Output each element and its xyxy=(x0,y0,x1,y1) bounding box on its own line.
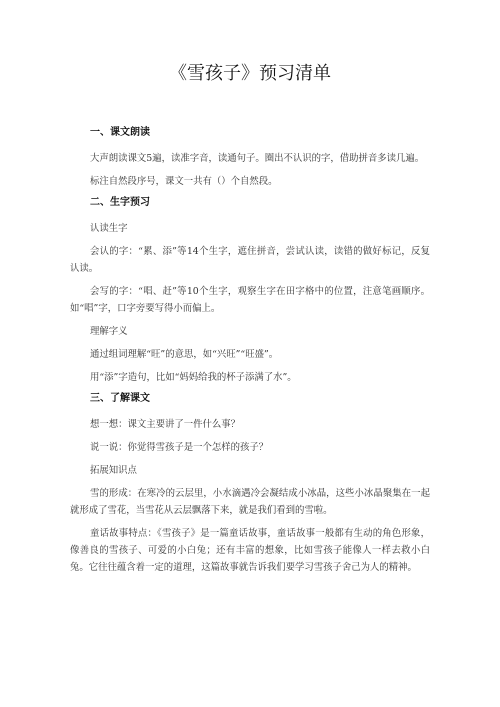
section-heading-characters: 二、生字预习 xyxy=(90,197,150,208)
section-characters xyxy=(70,196,430,386)
paragraph: 标注自然段序号，课文一共有（）个自然段。 xyxy=(90,176,278,187)
paragraph: 会认的字：“累、添”等14个生字，遮住拼音，尝试认读，读错的做好标记，反复认读。 xyxy=(70,246,430,274)
question-think: 想一想：课文主要讲了一件什么事？ xyxy=(90,419,241,430)
subheading-extension: 拓展知识点 xyxy=(90,465,137,476)
page-title: 《雪孩子》预习清单 xyxy=(169,63,331,84)
subheading-recognize: 认读生字 xyxy=(90,223,128,234)
paragraph: 用“添”字造句，比如“妈妈给我的杯子添满了水”。 xyxy=(90,372,297,383)
section-heading-reading: 一、课文朗读 xyxy=(90,127,150,138)
paragraph: 大声朗读课文5遍，读准字音，读通句子。圈出不认识的字，借助拼音多读几遍。 xyxy=(90,153,425,164)
section-reading xyxy=(70,126,430,190)
section-heading-understand: 三、了解课文 xyxy=(90,393,150,404)
paragraph: 会写的字：“唱、赶”等10个生字，观察生字在田字格中的位置，注意笔画顺序。如“唱”字，口字旁要写得小而偏上。 xyxy=(70,286,430,314)
paragraph: 雪的形成：在寒冷的云层里，小水滴遇冷会凝结成小冰晶，这些小冰晶聚集在一起就形成了雪花，当雪花从云层飘落下来，就是我们看到的雪啦。 xyxy=(70,488,430,516)
paragraph: 通过组词理解“旺”的意思，如“兴旺”“旺盛”。 xyxy=(90,349,279,360)
subheading-meaning: 理解字义 xyxy=(90,326,128,337)
paragraph: 童话故事特点：《雪孩子》是一篇童话故事，童话故事一般都有生动的角色形象，像善良的雪孩子、可爱的小白兔；还有丰富的想象，比如雪孩子能像人一样去救小白兔。它往往蕴含着一定的道理，这篇故事就告诉我们要学习雪孩子舍己为人的精神。 xyxy=(70,528,430,573)
section-understand xyxy=(70,392,430,576)
question-discuss: 说一说：你觉得雪孩子是一个怎样的孩子？ xyxy=(90,442,269,453)
